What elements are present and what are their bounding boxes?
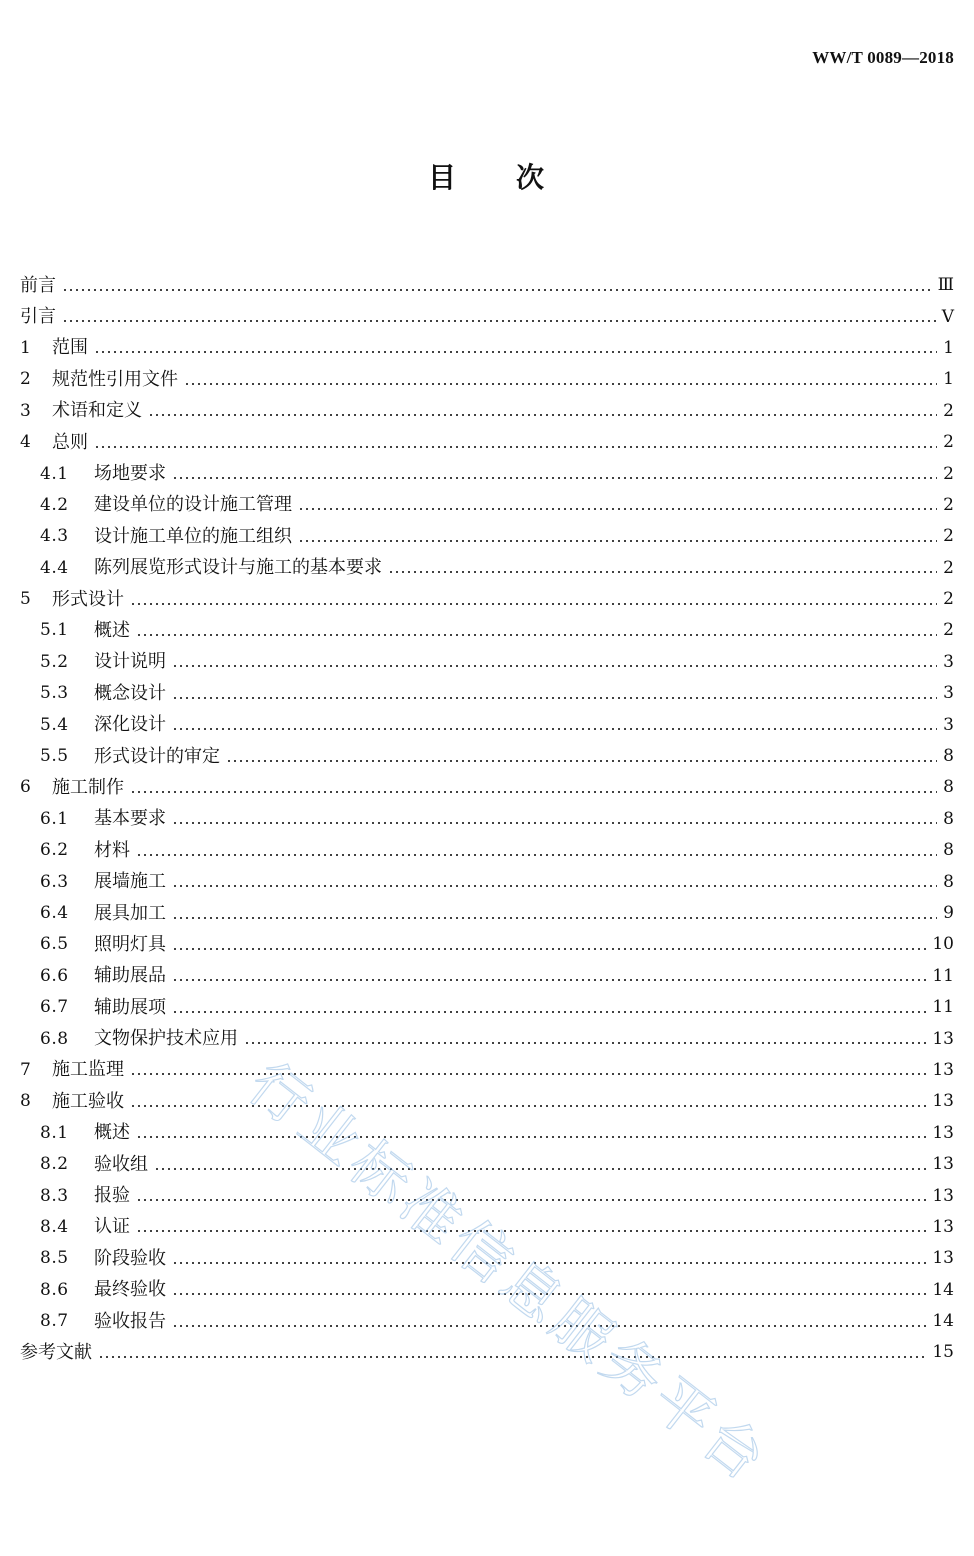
dot-leader bbox=[172, 728, 937, 730]
dot-leader bbox=[136, 1136, 926, 1138]
toc-entry-label: 施工监理 bbox=[52, 1059, 124, 1081]
toc-entry[interactable] bbox=[20, 1118, 954, 1149]
toc-entry-number: 4 bbox=[20, 432, 32, 453]
toc-entry-number: 8.4 bbox=[40, 1216, 69, 1237]
toc-entry-number: 8.2 bbox=[40, 1154, 69, 1175]
toc-entry-page: 13 bbox=[932, 1091, 954, 1112]
toc-entry-page: 1 bbox=[943, 369, 954, 390]
dot-leader bbox=[172, 1262, 926, 1264]
toc-entry[interactable] bbox=[20, 678, 954, 709]
toc-entry-label: 最终验收 bbox=[94, 1279, 166, 1301]
toc-entry-label: 阶段验收 bbox=[94, 1247, 166, 1269]
toc-entry-number: 8.3 bbox=[40, 1185, 69, 1206]
toc-entry-page: Ⅴ bbox=[941, 306, 954, 327]
toc-entry-number: 8.1 bbox=[40, 1122, 69, 1143]
toc-entry[interactable] bbox=[20, 1212, 954, 1243]
toc-entry-page: 13 bbox=[932, 1185, 954, 1206]
toc-entry-page: 8 bbox=[943, 840, 954, 861]
toc-entry-label: 形式设计 bbox=[52, 588, 124, 610]
toc-entry-page: 2 bbox=[943, 557, 954, 578]
toc-entry-label: 规范性引用文件 bbox=[52, 368, 178, 390]
toc-entry-number: 6 bbox=[20, 777, 32, 798]
toc-entry-number: 5.2 bbox=[40, 651, 69, 672]
toc-entry-page: 2 bbox=[943, 432, 954, 453]
dot-leader bbox=[172, 1011, 926, 1013]
toc-entry-page: 13 bbox=[932, 1216, 954, 1237]
toc-entry-page: 8 bbox=[943, 808, 954, 829]
dot-leader bbox=[172, 948, 926, 950]
toc-entry[interactable] bbox=[20, 333, 954, 364]
toc-entry-label: 概述 bbox=[94, 619, 130, 641]
toc-entry-label: 报验 bbox=[94, 1185, 130, 1207]
toc-entry-label: 文物保护技术应用 bbox=[94, 1028, 238, 1050]
toc-entry-number: 6.6 bbox=[40, 965, 69, 986]
toc-entry[interactable] bbox=[20, 521, 954, 552]
dot-leader bbox=[172, 697, 937, 699]
toc-entry-page: 2 bbox=[943, 526, 954, 547]
toc-entry-label: 辅助展品 bbox=[94, 965, 166, 987]
toc-entry-label: 施工制作 bbox=[52, 776, 124, 798]
toc-entry-page: 15 bbox=[932, 1342, 954, 1363]
toc-entry-label: 建设单位的设计施工管理 bbox=[94, 494, 292, 516]
toc-entry-page: 10 bbox=[932, 934, 954, 955]
toc-entry-page: 2 bbox=[943, 400, 954, 421]
toc-entry[interactable] bbox=[20, 553, 954, 584]
dot-leader bbox=[172, 665, 937, 667]
dot-leader bbox=[94, 446, 937, 448]
toc-entry-page: 8 bbox=[943, 746, 954, 767]
toc-entry-number: 8.5 bbox=[40, 1248, 69, 1269]
toc-entry-label: 辅助展项 bbox=[94, 996, 166, 1018]
toc-entry[interactable] bbox=[20, 898, 954, 929]
toc-entry-page: 9 bbox=[943, 903, 954, 923]
toc-entry-page: 13 bbox=[932, 1059, 954, 1080]
toc-entry-number: 2 bbox=[20, 369, 32, 390]
toc-entry[interactable] bbox=[20, 1180, 954, 1211]
toc-entry-page: 13 bbox=[932, 1154, 954, 1175]
toc-entry-page: 8 bbox=[943, 871, 954, 892]
toc-entry[interactable] bbox=[20, 647, 954, 678]
toc-entry-label: 深化设计 bbox=[94, 714, 166, 736]
toc-entry-page: 8 bbox=[943, 777, 954, 798]
toc-entry[interactable] bbox=[20, 1086, 954, 1117]
toc-entry[interactable] bbox=[20, 741, 954, 772]
toc-entry-page: 13 bbox=[932, 1122, 954, 1143]
toc-entry-label: 范围 bbox=[52, 337, 88, 359]
toc-entry-number: 5.4 bbox=[40, 714, 69, 735]
dot-leader bbox=[388, 571, 937, 573]
toc-entry[interactable] bbox=[20, 804, 954, 835]
dot-leader bbox=[172, 885, 937, 887]
toc-entry-number: 6.4 bbox=[40, 903, 69, 923]
dot-leader bbox=[226, 760, 937, 762]
toc-entry-label: 术语和定义 bbox=[52, 400, 142, 422]
toc-entry-number: 6.1 bbox=[40, 808, 69, 829]
toc-entry-label: 施工验收 bbox=[52, 1090, 124, 1112]
dot-leader bbox=[172, 1325, 926, 1327]
dot-leader bbox=[172, 917, 937, 919]
toc-entry[interactable] bbox=[20, 427, 954, 458]
toc-entry-label: 基本要求 bbox=[94, 808, 166, 830]
dot-leader bbox=[130, 1105, 926, 1107]
toc-entry-page: 11 bbox=[932, 965, 954, 986]
dot-leader bbox=[136, 1199, 926, 1201]
dot-leader bbox=[244, 1042, 926, 1044]
toc-entry-number: 5.5 bbox=[40, 746, 69, 767]
toc-entry-page: 2 bbox=[943, 463, 954, 484]
toc-title-char: 目 bbox=[427, 161, 458, 194]
toc-entry-page: 1 bbox=[943, 337, 954, 358]
table-of-contents bbox=[20, 270, 954, 1369]
toc-entry-number: 5.3 bbox=[40, 683, 69, 704]
toc-entry-label: 设计施工单位的施工组织 bbox=[94, 525, 292, 547]
toc-entry-label: 照明灯具 bbox=[94, 933, 166, 955]
toc-entry-page: 11 bbox=[932, 997, 954, 1018]
toc-entry[interactable] bbox=[20, 835, 954, 866]
toc-entry-label: 场地要求 bbox=[94, 463, 166, 485]
toc-entry[interactable] bbox=[20, 772, 954, 803]
toc-entry[interactable] bbox=[20, 992, 954, 1023]
toc-entry-number: 1 bbox=[20, 337, 32, 358]
toc-entry-number: 3 bbox=[20, 400, 32, 421]
toc-entry-number: 5.1 bbox=[40, 620, 69, 641]
toc-entry-number: 6.8 bbox=[40, 1028, 69, 1049]
toc-entry-number: 8.7 bbox=[40, 1311, 69, 1332]
toc-entry-number: 4.1 bbox=[40, 463, 69, 484]
toc-entry-number: 6.5 bbox=[40, 934, 69, 955]
toc-entry-label: 验收组 bbox=[94, 1153, 148, 1175]
dot-leader bbox=[154, 1168, 926, 1170]
toc-entry-number: 7 bbox=[20, 1059, 32, 1080]
toc-entry-number: 5 bbox=[20, 589, 32, 610]
toc-entry-number: 8.6 bbox=[40, 1279, 69, 1300]
toc-entry[interactable] bbox=[20, 490, 954, 521]
toc-entry-label: 参考文献 bbox=[20, 1341, 92, 1363]
toc-entry[interactable] bbox=[20, 396, 954, 427]
toc-entry[interactable] bbox=[20, 961, 954, 992]
dot-leader bbox=[148, 414, 937, 416]
toc-entry-label: 前言 bbox=[20, 274, 56, 296]
toc-entry[interactable] bbox=[20, 709, 954, 740]
toc-entry[interactable] bbox=[20, 929, 954, 960]
toc-title bbox=[0, 156, 974, 196]
toc-entry-number: 6.2 bbox=[40, 840, 69, 861]
dot-leader bbox=[298, 540, 937, 542]
toc-entry[interactable] bbox=[20, 866, 954, 897]
dot-leader bbox=[62, 320, 936, 322]
toc-entry-number: 6.3 bbox=[40, 871, 69, 892]
dot-leader bbox=[130, 1073, 926, 1075]
toc-entry-number: 4.2 bbox=[40, 494, 69, 515]
toc-entry-page: Ⅲ bbox=[937, 275, 954, 296]
dot-leader bbox=[130, 791, 937, 793]
toc-entry-number: 4.3 bbox=[40, 526, 69, 547]
toc-entry[interactable] bbox=[20, 615, 954, 646]
dot-leader bbox=[94, 351, 937, 353]
toc-entry[interactable] bbox=[20, 1243, 954, 1274]
dot-leader bbox=[172, 1293, 926, 1295]
toc-entry-page: 3 bbox=[943, 683, 954, 704]
toc-entry-label: 展墙施工 bbox=[94, 871, 166, 893]
watermark: 行业标准信息服务平台 bbox=[235, 1049, 783, 1497]
toc-entry[interactable] bbox=[20, 1149, 954, 1180]
toc-entry-page: 13 bbox=[932, 1248, 954, 1269]
toc-entry-label: 形式设计的审定 bbox=[94, 745, 220, 767]
toc-entry-page: 2 bbox=[943, 589, 954, 610]
toc-entry-page: 14 bbox=[932, 1311, 954, 1332]
toc-entry[interactable] bbox=[20, 1055, 954, 1086]
toc-entry[interactable] bbox=[20, 584, 954, 615]
toc-entry-number: 6.7 bbox=[40, 997, 69, 1018]
toc-entry-label: 设计说明 bbox=[94, 651, 166, 673]
dot-leader bbox=[62, 289, 932, 291]
dot-leader bbox=[136, 854, 937, 856]
toc-entry-label: 材料 bbox=[94, 839, 130, 861]
document-code: WW/T 0089—2018 bbox=[812, 48, 954, 67]
toc-entry-label: 验收报告 bbox=[94, 1310, 166, 1332]
toc-entry-page: 2 bbox=[943, 620, 954, 641]
dot-leader bbox=[98, 1356, 926, 1358]
toc-entry-page: 3 bbox=[943, 651, 954, 672]
toc-entry-page: 2 bbox=[943, 494, 954, 515]
dot-leader bbox=[172, 477, 937, 479]
dot-leader bbox=[130, 603, 937, 605]
toc-entry-label: 陈列展览形式设计与施工的基本要求 bbox=[94, 557, 382, 579]
toc-entry-label: 认证 bbox=[94, 1216, 130, 1238]
toc-entry-label: 引言 bbox=[20, 306, 56, 328]
toc-entry-page: 3 bbox=[943, 714, 954, 735]
dot-leader bbox=[136, 634, 937, 636]
toc-entry[interactable] bbox=[20, 270, 954, 301]
dot-leader bbox=[172, 979, 926, 981]
toc-entry-label: 概念设计 bbox=[94, 682, 166, 704]
toc-entry[interactable] bbox=[20, 1306, 954, 1337]
dot-leader bbox=[184, 383, 937, 385]
toc-entry[interactable] bbox=[20, 364, 954, 395]
toc-entry-label: 总则 bbox=[52, 431, 88, 453]
dot-leader bbox=[172, 822, 937, 824]
toc-entry[interactable] bbox=[20, 1023, 954, 1054]
toc-entry-number: 8 bbox=[20, 1091, 32, 1112]
toc-entry-page: 13 bbox=[932, 1028, 954, 1049]
toc-entry[interactable] bbox=[20, 1337, 954, 1368]
toc-entry[interactable] bbox=[20, 1275, 954, 1306]
toc-entry-page: 14 bbox=[932, 1279, 954, 1300]
toc-entry[interactable] bbox=[20, 301, 954, 332]
toc-entry[interactable] bbox=[20, 458, 954, 489]
toc-entry-label: 展具加工 bbox=[94, 902, 166, 924]
toc-entry-label: 概述 bbox=[94, 1122, 130, 1144]
toc-entry-number: 4.4 bbox=[40, 557, 69, 578]
dot-leader bbox=[136, 1230, 926, 1232]
toc-title-char: 次 bbox=[516, 161, 547, 194]
dot-leader bbox=[298, 508, 937, 510]
